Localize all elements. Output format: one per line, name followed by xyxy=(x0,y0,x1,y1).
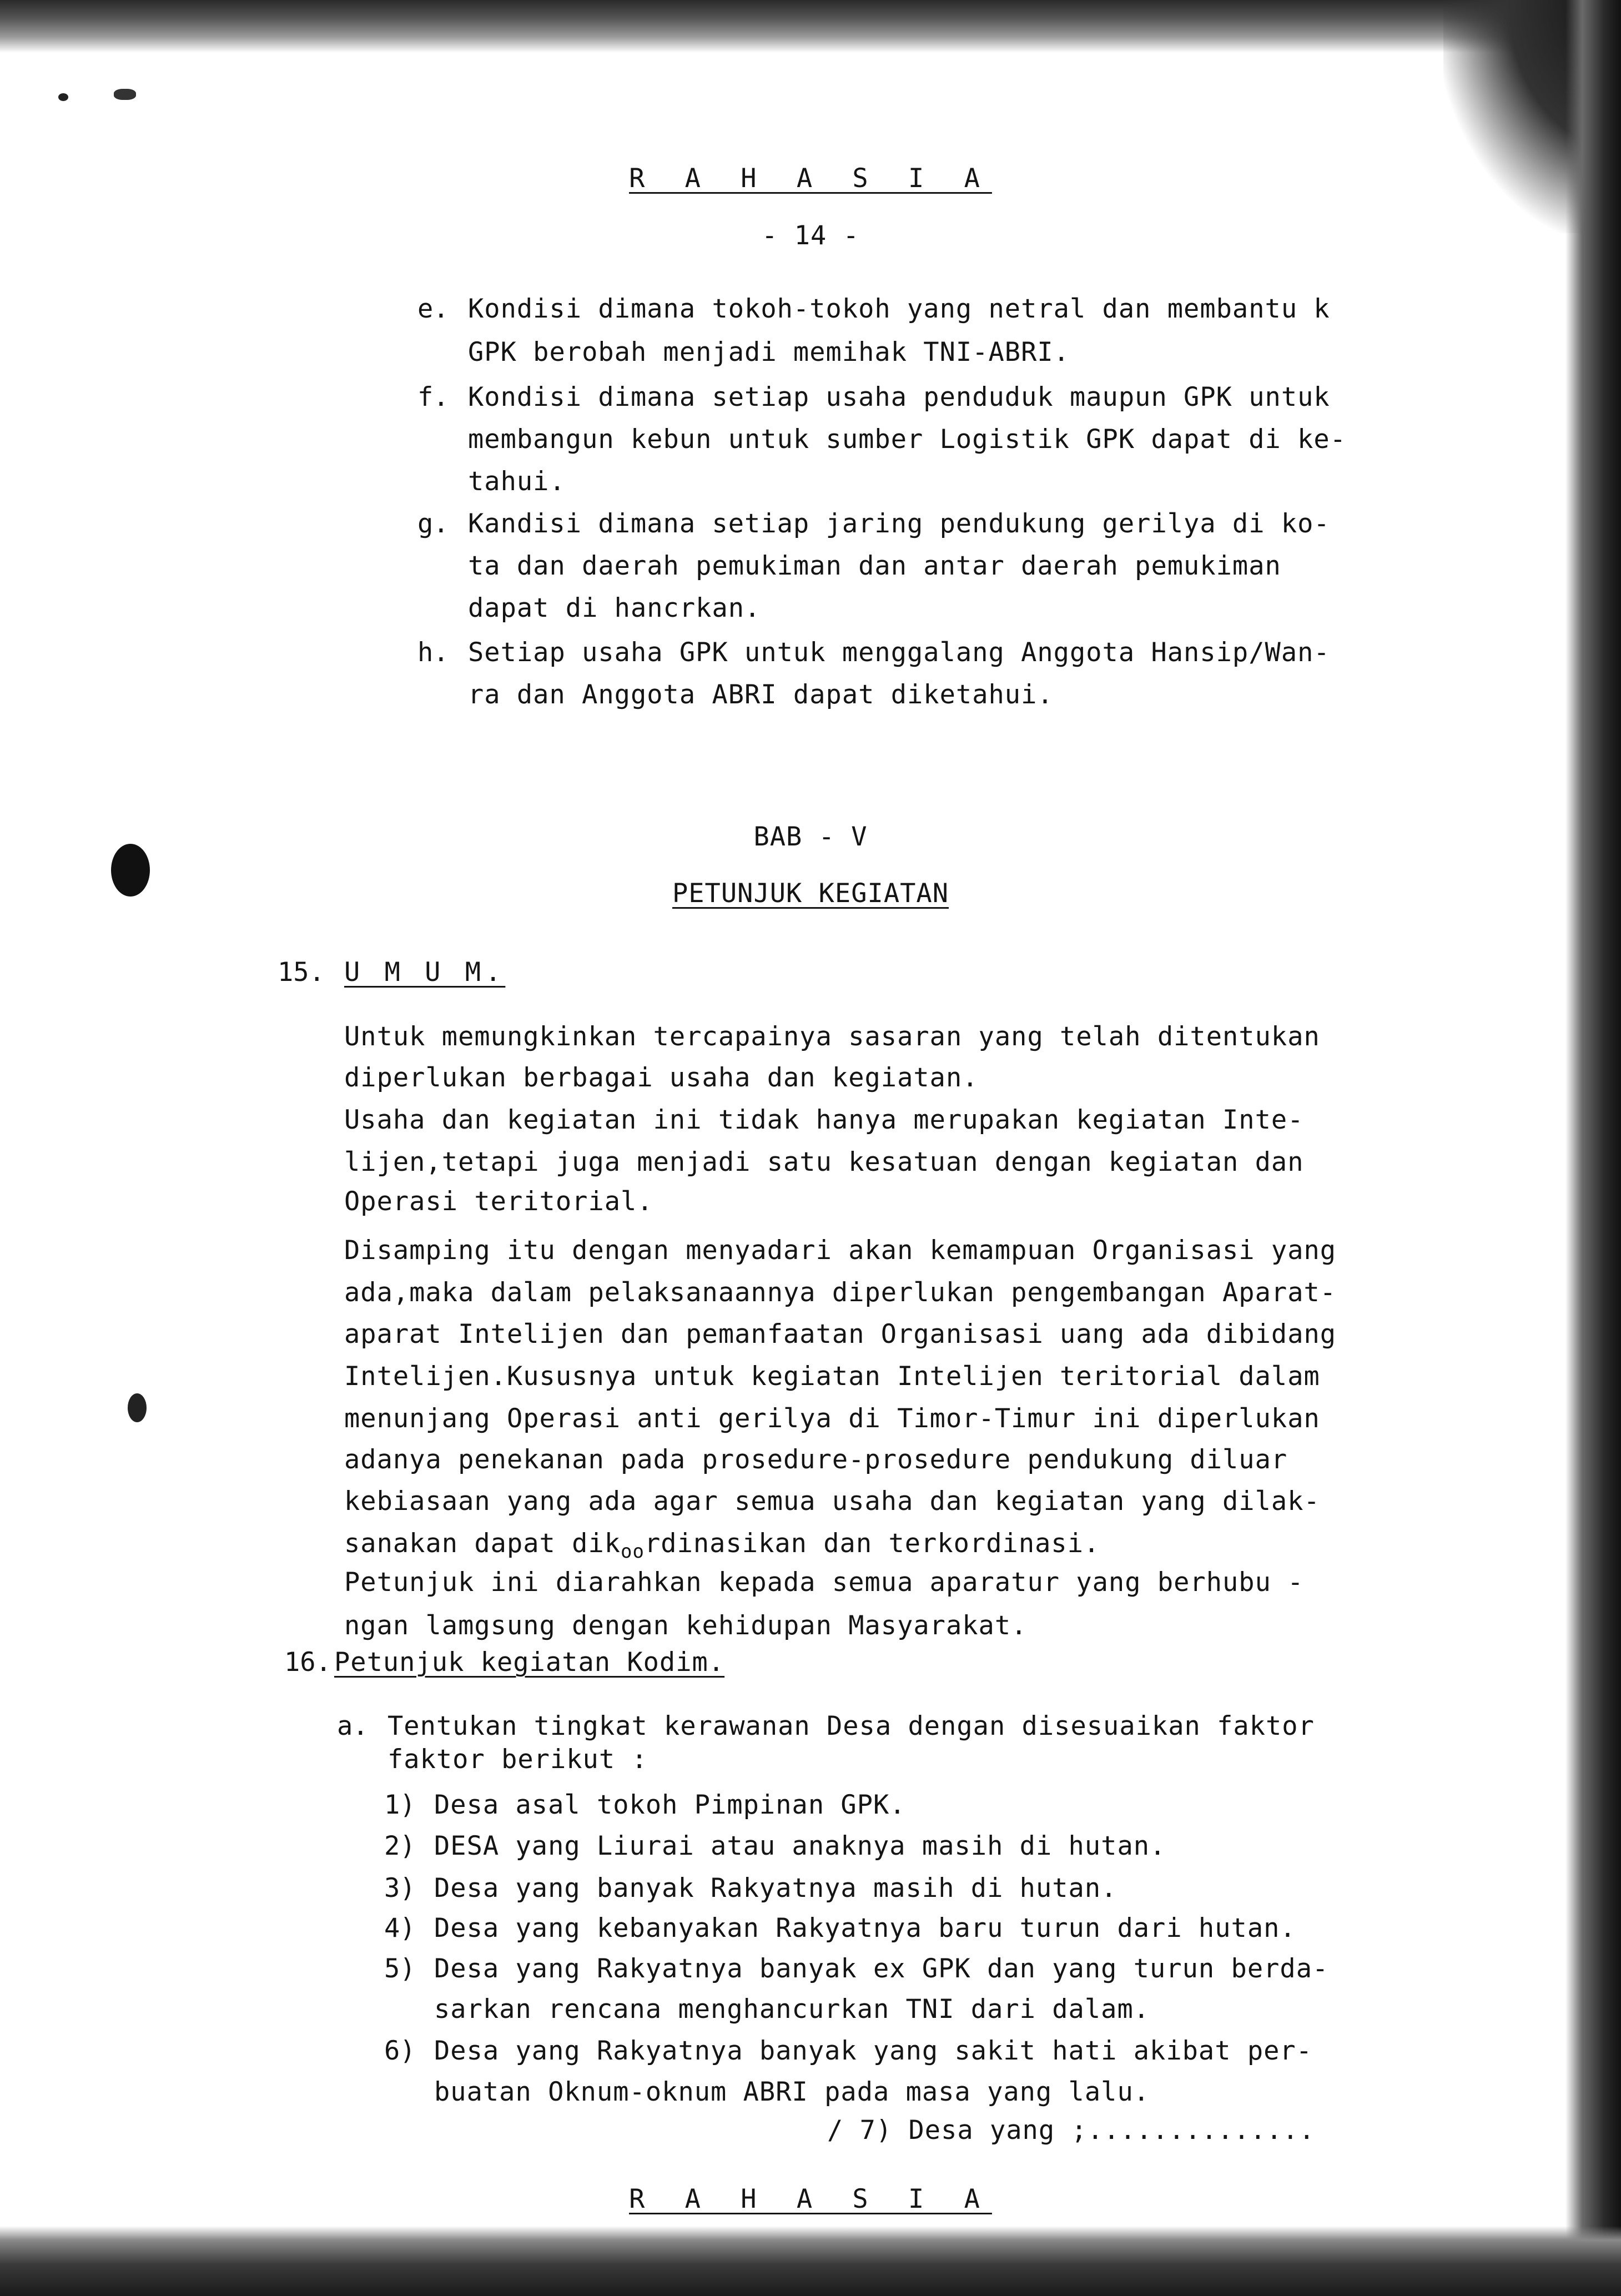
section-number: 16. xyxy=(284,1647,331,1678)
page-number: - 14 - xyxy=(762,220,859,251)
subitem-line: Desa asal tokoh Pimpinan GPK. xyxy=(434,1790,906,1820)
chapter-number: BAB - V xyxy=(753,822,868,852)
paragraph-line: lijen,tetapi juga menjadi satu kesatuan dengan kegiatan dan xyxy=(344,1147,1304,1177)
subitem-line: sarkan rencana menghancurkan TNI dari dalam. xyxy=(434,1994,1150,2025)
paragraph-line: Disamping itu dengan menyadari akan kemampuan Organisasi yang xyxy=(344,1235,1337,1266)
condition-label: g. xyxy=(417,508,449,539)
scan-speck xyxy=(114,89,136,100)
paragraph-line: menunjang Operasi anti gerilya di Timor-Timur ini diperlukan xyxy=(344,1403,1320,1434)
item-label: a. xyxy=(337,1711,369,1741)
condition-line: Setiap usaha GPK untuk menggalang Anggota Hansip/Wan- xyxy=(468,637,1330,668)
subitem-label: 1) xyxy=(384,1790,416,1820)
classification-footer: R A H A S I A xyxy=(629,2184,992,2214)
paragraph-line: Intelijen.Kususnya untuk kegiatan Intelijen teritorial dalam xyxy=(344,1361,1320,1392)
scan-speck xyxy=(58,93,68,101)
paragraph-line: aparat Intelijen dan pemanfaatan Organisasi uang ada dibidang xyxy=(344,1319,1337,1350)
condition-line: ra dan Anggota ABRI dapat diketahui. xyxy=(468,679,1054,710)
paragraph-line: ngan lamgsung dengan kehidupan Masyarakat. xyxy=(344,1610,1028,1641)
condition-line: tahui. xyxy=(468,466,566,497)
subitem-label: 4) xyxy=(384,1913,416,1943)
condition-line: Kondisi dimana setiap usaha penduduk maupun GPK untuk xyxy=(468,382,1330,412)
condition-label: f. xyxy=(417,382,449,412)
paragraph-line: diperlukan berbagai usaha dan kegiatan. xyxy=(344,1063,979,1093)
paragraph-line: Petunjuk ini diarahkan kepada semua aparatur yang berhubu - xyxy=(344,1567,1304,1598)
paragraph-line: ada,maka dalam pelaksanaannya diperlukan pengembangan Aparat- xyxy=(344,1277,1337,1308)
section-number: 15. xyxy=(278,957,325,988)
subitem-label: 6) xyxy=(384,2036,416,2066)
punch-hole-mark-small xyxy=(128,1393,147,1422)
paragraph-line-coordination xyxy=(344,1527,1100,1568)
paragraph-line: Usaha dan kegiatan ini tidak hanya merupakan kegiatan Inte- xyxy=(344,1105,1304,1135)
coord-text-before: sanakan dapat dik xyxy=(344,1528,621,1559)
subitem-line: Desa yang Rakyatnya banyak ex GPK dan yang turun berda- xyxy=(434,1953,1329,1984)
condition-line: dapat di hancrkan. xyxy=(468,593,761,623)
continuation-marker: / 7) Desa yang ;.............. xyxy=(827,2115,1315,2146)
coord-text-after: rdinasikan dan terkordinasi. xyxy=(645,1528,1100,1559)
coord-subscript: oo xyxy=(621,1540,645,1563)
subitem-line: Desa yang Rakyatnya banyak yang sakit hati akibat per- xyxy=(434,2036,1313,2066)
paragraph-line: Operasi teritorial. xyxy=(344,1186,653,1217)
classification-header: R A H A S I A xyxy=(629,163,992,194)
paragraph-line: adanya penekanan pada prosedure-prosedure pendukung diluar xyxy=(344,1444,1288,1475)
subitem-line: buatan Oknum-oknum ABRI pada masa yang lalu. xyxy=(434,2077,1150,2107)
subitem-label: 3) xyxy=(384,1873,416,1904)
paragraph-line: Untuk memungkinkan tercapainya sasaran yang telah ditentukan xyxy=(344,1021,1320,1052)
condition-label: h. xyxy=(417,637,449,668)
subitem-line: DESA yang Liurai atau anaknya masih di hutan. xyxy=(434,1831,1166,1861)
condition-line: Kondisi dimana tokoh-tokoh yang netral dan membantu k xyxy=(468,294,1330,324)
scan-edge-top xyxy=(0,0,1621,53)
paragraph-line: kebiasaan yang ada agar semua usaha dan kegiatan yang dilak- xyxy=(344,1486,1320,1517)
item-line: Tentukan tingkat kerawanan Desa dengan disesuaikan faktor xyxy=(387,1711,1315,1741)
section-heading: Petunjuk kegiatan Kodim. xyxy=(334,1647,725,1678)
section-heading: U M U M. xyxy=(344,957,506,988)
item-line: faktor berikut : xyxy=(387,1744,648,1775)
condition-line: GPK berobah menjadi memihak TNI-ABRI. xyxy=(468,337,1070,367)
condition-line: ta dan daerah pemukiman dan antar daerah pemukiman xyxy=(468,551,1281,581)
subitem-label: 5) xyxy=(384,1953,416,1984)
condition-line: membangun kebun untuk sumber Logistik GPK dapat di ke- xyxy=(468,424,1347,455)
subitem-line: Desa yang kebanyakan Rakyatnya baru turun dari hutan. xyxy=(434,1913,1296,1943)
subitem-line: Desa yang banyak Rakyatnya masih di hutan. xyxy=(434,1873,1117,1904)
scan-edge-bottom xyxy=(0,2226,1621,2296)
condition-label: e. xyxy=(417,294,449,324)
chapter-title: PETUNJUK KEGIATAN xyxy=(672,878,949,909)
scan-edge-right xyxy=(1565,0,1621,2296)
condition-line: Kandisi dimana setiap jaring pendukung gerilya di ko- xyxy=(468,508,1330,539)
subitem-label: 2) xyxy=(384,1831,416,1861)
